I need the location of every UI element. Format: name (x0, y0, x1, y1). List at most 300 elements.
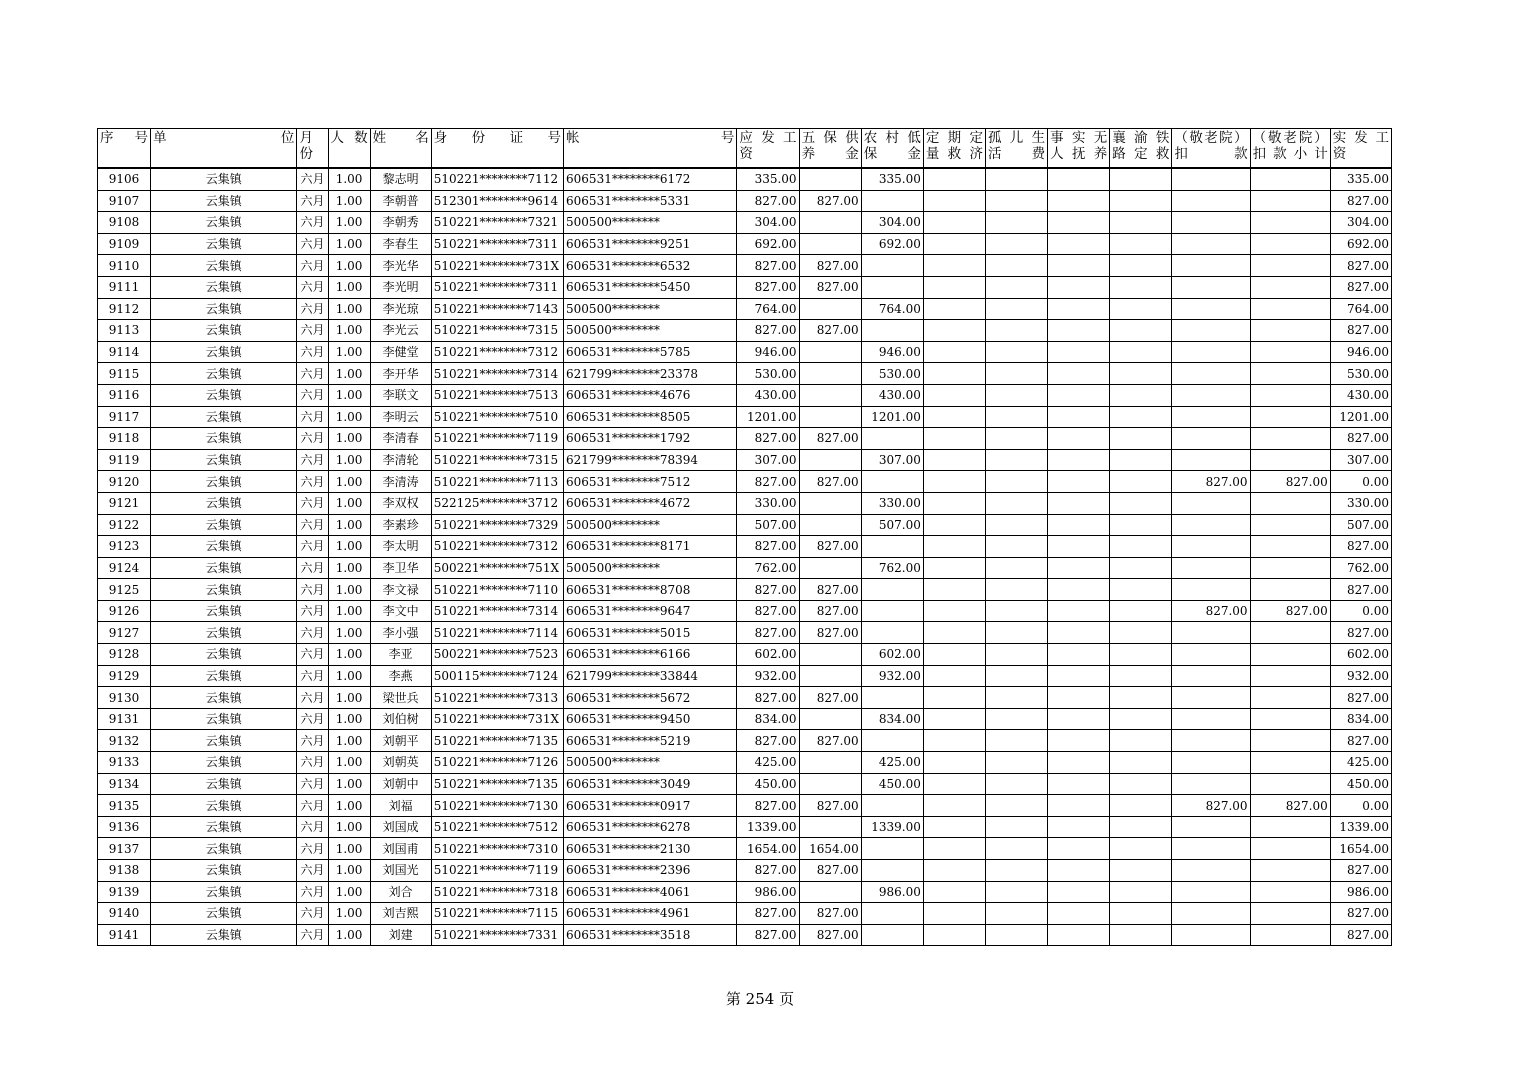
column-header: 定 期 定 量 救 济 (923, 129, 985, 169)
table-cell (985, 622, 1047, 644)
table-cell: 827.00 (737, 276, 799, 298)
table-cell (1172, 168, 1250, 190)
table-cell (1110, 860, 1172, 882)
table-cell: 986.00 (861, 881, 923, 903)
table-cell: 六月 (297, 255, 328, 277)
table-cell (1250, 924, 1330, 946)
table-cell: 1.00 (328, 276, 370, 298)
table-cell: 9135 (98, 795, 151, 817)
table-cell: 827.00 (1172, 600, 1250, 622)
table-cell (923, 903, 985, 925)
table-cell (1172, 665, 1250, 687)
column-header: 单 位 (151, 129, 297, 169)
table-cell (1172, 730, 1250, 752)
table-cell (1172, 536, 1250, 558)
table-cell: 606531********8171 (564, 536, 737, 558)
table-cell (1172, 363, 1250, 385)
table-cell: 606531********5219 (564, 730, 737, 752)
column-header: 襄 渝 铁 路 定 救 (1110, 129, 1172, 169)
table-cell (799, 514, 861, 536)
table-cell: 9111 (98, 276, 151, 298)
table-cell: 六月 (297, 406, 328, 428)
table-cell: 9113 (98, 320, 151, 342)
table-cell (799, 233, 861, 255)
table-cell (1172, 903, 1250, 925)
table-cell: 606531********7512 (564, 471, 737, 493)
table-cell: 510221********7311 (431, 276, 563, 298)
table-cell: 606531********2130 (564, 838, 737, 860)
table-cell: 946.00 (1330, 341, 1391, 363)
table-cell: 刘国光 (370, 860, 431, 882)
table-cell: 1.00 (328, 881, 370, 903)
table-cell: 606531********4676 (564, 384, 737, 406)
table-cell (1110, 536, 1172, 558)
table-cell: 云集镇 (151, 924, 297, 946)
table-cell: 1.00 (328, 168, 370, 190)
table-cell (1110, 600, 1172, 622)
table-cell: 9118 (98, 428, 151, 450)
table-cell: 621799********23378 (564, 363, 737, 385)
table-cell (1110, 773, 1172, 795)
table-cell: 606531********5450 (564, 276, 737, 298)
table-cell (1110, 384, 1172, 406)
table-cell (1250, 168, 1330, 190)
table-cell (923, 773, 985, 795)
table-cell: 507.00 (737, 514, 799, 536)
table-cell: 1.00 (328, 449, 370, 471)
table-cell: 1.00 (328, 579, 370, 601)
table-cell: 9117 (98, 406, 151, 428)
table-cell (1048, 752, 1110, 774)
table-cell: 9119 (98, 449, 151, 471)
table-cell (1250, 514, 1330, 536)
table-cell (861, 428, 923, 450)
table-cell: 云集镇 (151, 644, 297, 666)
table-cell (1172, 492, 1250, 514)
table-cell (985, 514, 1047, 536)
table-cell (985, 687, 1047, 709)
table-cell (1110, 320, 1172, 342)
table-cell: 李燕 (370, 665, 431, 687)
table-cell: 1201.00 (861, 406, 923, 428)
table-cell: 9131 (98, 708, 151, 730)
table-cell: 9128 (98, 644, 151, 666)
table-cell (1048, 860, 1110, 882)
table-cell (799, 406, 861, 428)
table-cell (985, 406, 1047, 428)
table-cell (1110, 233, 1172, 255)
table-cell (1172, 341, 1250, 363)
column-header: （敬老院） 扣 款 (1172, 129, 1250, 169)
table-row (98, 730, 1392, 752)
table-cell (1048, 687, 1110, 709)
table-cell: 510221********7115 (431, 903, 563, 925)
column-header: 五 保 供 养 金 (799, 129, 861, 169)
table-cell (1110, 298, 1172, 320)
table-cell: 1.00 (328, 514, 370, 536)
table-cell (1250, 298, 1330, 320)
table-cell: 307.00 (737, 449, 799, 471)
table-cell: 1.00 (328, 816, 370, 838)
table-cell (1250, 708, 1330, 730)
table-cell: 六月 (297, 233, 328, 255)
table-cell (1250, 255, 1330, 277)
table-cell: 827.00 (737, 687, 799, 709)
table-cell: 9134 (98, 773, 151, 795)
table-cell: 云集镇 (151, 212, 297, 234)
table-cell (985, 644, 1047, 666)
table-cell: 1.00 (328, 298, 370, 320)
table-cell: 510221********7119 (431, 428, 563, 450)
table-cell: 1.00 (328, 838, 370, 860)
table-cell (1110, 363, 1172, 385)
table-cell (1048, 341, 1110, 363)
table-cell (985, 708, 1047, 730)
table-cell (985, 168, 1047, 190)
table-cell: 9129 (98, 665, 151, 687)
table-cell: 黎志明 (370, 168, 431, 190)
table-cell: 9107 (98, 190, 151, 212)
table-cell: 510221********7310 (431, 838, 563, 860)
table-cell (923, 471, 985, 493)
table-cell: 430.00 (861, 384, 923, 406)
table-cell: 9137 (98, 838, 151, 860)
table-cell (985, 233, 1047, 255)
table-cell: 450.00 (1330, 773, 1391, 795)
table-cell (1172, 752, 1250, 774)
table-cell (923, 708, 985, 730)
table-cell: 1.00 (328, 363, 370, 385)
table-cell (1250, 860, 1330, 882)
table-cell: 510221********7513 (431, 384, 563, 406)
table-cell: 827.00 (1330, 622, 1391, 644)
column-header: 应 发 工 资 (737, 129, 799, 169)
table-cell (923, 428, 985, 450)
table-row (98, 320, 1392, 342)
table-cell: 1.00 (328, 600, 370, 622)
table-cell (1110, 406, 1172, 428)
column-header: 帐 号 (564, 129, 737, 169)
table-cell: 1.00 (328, 752, 370, 774)
table-cell: 李光明 (370, 276, 431, 298)
header-row (98, 129, 1392, 169)
table-cell (799, 492, 861, 514)
table-cell: 1.00 (328, 644, 370, 666)
table-cell (1048, 449, 1110, 471)
table-cell (985, 428, 1047, 450)
table-cell: 云集镇 (151, 708, 297, 730)
table-cell: 827.00 (737, 622, 799, 644)
table-cell (1172, 838, 1250, 860)
table-cell: 762.00 (1330, 557, 1391, 579)
table-cell: 827.00 (1330, 536, 1391, 558)
table-cell: 606531********5331 (564, 190, 737, 212)
table-cell: 692.00 (737, 233, 799, 255)
table-cell: 六月 (297, 622, 328, 644)
table-cell (1110, 644, 1172, 666)
table-cell (923, 492, 985, 514)
table-cell: 李文禄 (370, 579, 431, 601)
table-cell: 云集镇 (151, 752, 297, 774)
table-cell (923, 752, 985, 774)
table-cell (861, 795, 923, 817)
table-cell (985, 320, 1047, 342)
column-header: 实 发 工 资 (1330, 129, 1391, 169)
table-cell (799, 384, 861, 406)
table-cell (1250, 665, 1330, 687)
table-cell (1250, 773, 1330, 795)
page-number: 第 254 页 (725, 990, 795, 1008)
table-cell: 李小强 (370, 622, 431, 644)
table-cell: 李清轮 (370, 449, 431, 471)
table-cell: 1.00 (328, 665, 370, 687)
table-cell (1048, 708, 1110, 730)
table-cell: 李亚 (370, 644, 431, 666)
table-cell: 764.00 (1330, 298, 1391, 320)
table-cell: 510221********7329 (431, 514, 563, 536)
table-cell: 李素珍 (370, 514, 431, 536)
table-cell: 六月 (297, 600, 328, 622)
table-cell: 827.00 (737, 924, 799, 946)
table-cell: 986.00 (737, 881, 799, 903)
table-row (98, 924, 1392, 946)
table-cell (1250, 233, 1330, 255)
table-cell (1110, 492, 1172, 514)
table-cell (985, 816, 1047, 838)
table-row (98, 795, 1392, 817)
table-cell: 827.00 (799, 622, 861, 644)
table-cell: 510221********7312 (431, 341, 563, 363)
table-cell: 1.00 (328, 730, 370, 752)
table-cell (861, 536, 923, 558)
table-cell: 六月 (297, 320, 328, 342)
table-cell: 827.00 (799, 536, 861, 558)
table-cell (1110, 881, 1172, 903)
table-cell: 530.00 (1330, 363, 1391, 385)
table-cell (985, 665, 1047, 687)
table-cell: 827.00 (1330, 320, 1391, 342)
table-cell (1250, 622, 1330, 644)
table-cell: 510221********7110 (431, 579, 563, 601)
table-cell: 云集镇 (151, 903, 297, 925)
table-cell: 1.00 (328, 212, 370, 234)
table-cell: 827.00 (737, 428, 799, 450)
table-cell (1172, 773, 1250, 795)
table-cell: 510221********7315 (431, 449, 563, 471)
table-cell (1110, 622, 1172, 644)
table-cell (1048, 233, 1110, 255)
table-cell: 1.00 (328, 557, 370, 579)
table-cell: 李文中 (370, 600, 431, 622)
table-cell: 1.00 (328, 255, 370, 277)
table-cell (1110, 514, 1172, 536)
table-cell: 1.00 (328, 536, 370, 558)
table-cell: 827.00 (737, 860, 799, 882)
table-cell: 827.00 (737, 600, 799, 622)
table-cell (1048, 665, 1110, 687)
table-cell: 335.00 (737, 168, 799, 190)
table-cell (1172, 622, 1250, 644)
table-row (98, 536, 1392, 558)
table-row (98, 363, 1392, 385)
table-row (98, 233, 1392, 255)
table-cell: 510221********7313 (431, 687, 563, 709)
table-cell: 827.00 (737, 471, 799, 493)
table-cell: 9132 (98, 730, 151, 752)
table-cell: 0.00 (1330, 600, 1391, 622)
table-cell: 0.00 (1330, 795, 1391, 817)
table-cell: 六月 (297, 384, 328, 406)
table-cell: 425.00 (861, 752, 923, 774)
table-cell: 9124 (98, 557, 151, 579)
table-row (98, 212, 1392, 234)
table-cell: 425.00 (737, 752, 799, 774)
table-row (98, 881, 1392, 903)
table-cell: 六月 (297, 752, 328, 774)
table-cell: 六月 (297, 816, 328, 838)
table-cell: 450.00 (737, 773, 799, 795)
table-cell (861, 471, 923, 493)
table-cell (923, 687, 985, 709)
table-cell: 1654.00 (799, 838, 861, 860)
table-cell: 602.00 (737, 644, 799, 666)
table-cell: 827.00 (1330, 579, 1391, 601)
table-cell (985, 860, 1047, 882)
table-body (98, 168, 1392, 946)
table-cell: 764.00 (861, 298, 923, 320)
table-cell: 606531********5672 (564, 687, 737, 709)
table-cell: 刘合 (370, 881, 431, 903)
table-row (98, 428, 1392, 450)
table-cell (923, 406, 985, 428)
table-cell (799, 298, 861, 320)
table-cell (799, 449, 861, 471)
table-cell (1250, 536, 1330, 558)
table-cell: 李光华 (370, 255, 431, 277)
table-cell: 827.00 (737, 190, 799, 212)
table-cell (1110, 708, 1172, 730)
table-cell: 764.00 (737, 298, 799, 320)
table-cell: 六月 (297, 341, 328, 363)
table-cell (1172, 557, 1250, 579)
table-cell (985, 384, 1047, 406)
table-cell: 621799********33844 (564, 665, 737, 687)
table-cell: 六月 (297, 168, 328, 190)
table-cell (799, 557, 861, 579)
table-cell (1110, 255, 1172, 277)
table-cell: 510221********7318 (431, 881, 563, 903)
table-cell: 606531********9251 (564, 233, 737, 255)
table-cell: 刘国甫 (370, 838, 431, 860)
table-cell: 六月 (297, 773, 328, 795)
table-cell (1250, 730, 1330, 752)
table-cell: 946.00 (861, 341, 923, 363)
table-cell: 827.00 (737, 579, 799, 601)
table-cell: 云集镇 (151, 881, 297, 903)
table-cell (923, 860, 985, 882)
table-cell (923, 168, 985, 190)
table-cell: 827.00 (799, 276, 861, 298)
table-cell: 六月 (297, 687, 328, 709)
table-cell: 9115 (98, 363, 151, 385)
table-cell (1172, 687, 1250, 709)
table-cell: 刘朝中 (370, 773, 431, 795)
table-cell (1110, 168, 1172, 190)
column-header: （敬老院） 扣 款 小 计 (1250, 129, 1330, 169)
table-cell: 李清春 (370, 428, 431, 450)
table-cell: 827.00 (1172, 795, 1250, 817)
table-cell: 9138 (98, 860, 151, 882)
table-cell (1250, 363, 1330, 385)
table-cell: 云集镇 (151, 190, 297, 212)
table-cell (1110, 557, 1172, 579)
table-cell (1110, 665, 1172, 687)
table-cell: 六月 (297, 557, 328, 579)
table-cell: 827.00 (1172, 471, 1250, 493)
table-cell: 1.00 (328, 233, 370, 255)
table-cell: 李双权 (370, 492, 431, 514)
table-cell (799, 708, 861, 730)
table-row (98, 752, 1392, 774)
table-cell: 9109 (98, 233, 151, 255)
table-cell (799, 363, 861, 385)
table-cell (923, 795, 985, 817)
table-row (98, 384, 1392, 406)
table-cell: 510221********731X (431, 708, 563, 730)
table-cell: 李健堂 (370, 341, 431, 363)
table-cell (861, 838, 923, 860)
table-cell: 606531********4672 (564, 492, 737, 514)
table-cell: 1.00 (328, 773, 370, 795)
table-cell: 六月 (297, 708, 328, 730)
table-cell (1172, 255, 1250, 277)
table-row (98, 665, 1392, 687)
table-row (98, 298, 1392, 320)
table-cell: 刘国成 (370, 816, 431, 838)
table-cell: 1.00 (328, 860, 370, 882)
table-cell (1172, 860, 1250, 882)
table-cell (923, 579, 985, 601)
table-cell: 六月 (297, 579, 328, 601)
table-cell: 827.00 (799, 795, 861, 817)
table-cell: 9126 (98, 600, 151, 622)
table-cell: 六月 (297, 298, 328, 320)
table-cell: 834.00 (861, 708, 923, 730)
table-cell (1048, 492, 1110, 514)
table-cell (1172, 276, 1250, 298)
table-cell (985, 190, 1047, 212)
table-cell (923, 320, 985, 342)
table-cell (1250, 276, 1330, 298)
table-cell: 606531********8505 (564, 406, 737, 428)
table-cell: 梁世兵 (370, 687, 431, 709)
table-cell: 云集镇 (151, 514, 297, 536)
table-cell: 刘建 (370, 924, 431, 946)
table-row (98, 903, 1392, 925)
table-cell: 六月 (297, 428, 328, 450)
table-cell (1250, 687, 1330, 709)
table-cell: 827.00 (1250, 600, 1330, 622)
table-cell: 云集镇 (151, 320, 297, 342)
table-cell (1250, 838, 1330, 860)
table-cell (1048, 795, 1110, 817)
table-cell: 六月 (297, 449, 328, 471)
table-cell (1048, 773, 1110, 795)
table-cell (1250, 341, 1330, 363)
table-cell: 1.00 (328, 903, 370, 925)
table-cell (985, 536, 1047, 558)
table-cell: 430.00 (737, 384, 799, 406)
